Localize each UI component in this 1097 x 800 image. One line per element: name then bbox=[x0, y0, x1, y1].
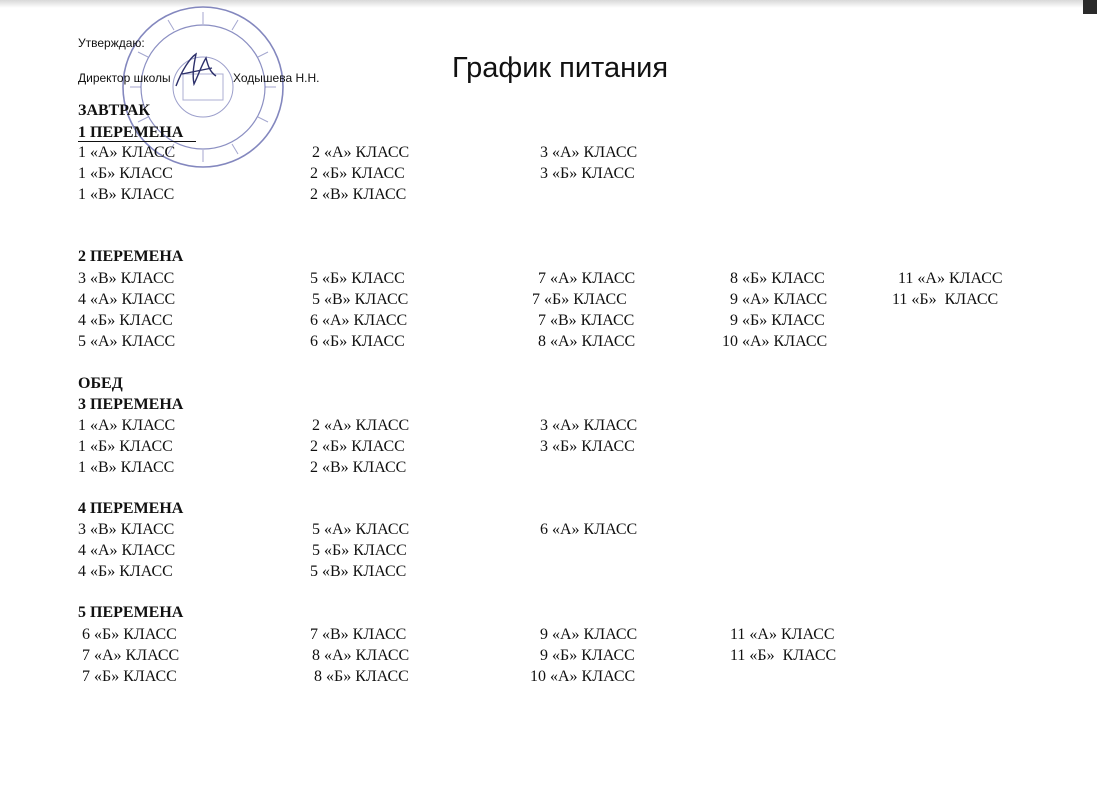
list-item: 1 «В» КЛАСС bbox=[78, 186, 175, 203]
list-item: 5 «А» КЛАСС bbox=[78, 333, 176, 350]
list-item: 7 «А» КЛАСС bbox=[82, 647, 180, 664]
list-item: 2 «В» КЛАСС bbox=[310, 186, 407, 203]
list-item: 6 «Б» КЛАСС bbox=[82, 626, 177, 643]
list-item: 4 «А» КЛАСС bbox=[78, 542, 176, 559]
list-item: 8 «Б» КЛАСС bbox=[314, 668, 409, 685]
director-label: Директор школы bbox=[78, 71, 171, 85]
break-4-title: 4 ПЕРЕМЕНА bbox=[78, 500, 184, 517]
list-item: 2 «Б» КЛАСС bbox=[310, 438, 405, 455]
break-1-title: 1 ПЕРЕМЕНА bbox=[78, 124, 184, 141]
list-item: 5 «Б» КЛАСС bbox=[310, 270, 405, 287]
list-item: 8 «А» КЛАСС bbox=[538, 333, 636, 350]
scan-corner bbox=[1083, 0, 1097, 14]
list-item: 6 «А» КЛАСС bbox=[540, 521, 638, 538]
approval-label: Утверждаю: bbox=[78, 36, 145, 50]
list-item: 2 «А» КЛАСС bbox=[312, 417, 410, 434]
list-item: 3 «Б» КЛАСС bbox=[540, 165, 635, 182]
list-item: 1 «А» КЛАСС bbox=[78, 417, 176, 434]
list-item: 5 «В» КЛАСС bbox=[312, 291, 409, 308]
list-item: 8 «Б» КЛАСС bbox=[730, 270, 825, 287]
list-item: 1 «В» КЛАСС bbox=[78, 459, 175, 476]
list-item: 7 «В» КЛАСС bbox=[538, 312, 635, 329]
list-item: 11 «Б» КЛАСС bbox=[892, 291, 999, 308]
list-item: 1 «Б» КЛАСС bbox=[78, 438, 173, 455]
break-3-title: 3 ПЕРЕМЕНА bbox=[78, 396, 184, 413]
list-item: 7 «Б» КЛАСС bbox=[82, 668, 177, 685]
break-2-title: 2 ПЕРЕМЕНА bbox=[78, 248, 184, 265]
list-item: 7 «Б» КЛАСС bbox=[532, 291, 627, 308]
page-title: График питания bbox=[452, 52, 669, 84]
list-item: 2 «Б» КЛАСС bbox=[310, 165, 405, 182]
list-item: 11 «А» КЛАСС bbox=[898, 270, 1003, 287]
list-item: 11 «Б» КЛАСС bbox=[730, 647, 837, 664]
section-lunch: ОБЕД bbox=[78, 375, 123, 392]
list-item: 8 «А» КЛАСС bbox=[312, 647, 410, 664]
list-item: 3 «В» КЛАСС bbox=[78, 521, 175, 538]
list-item: 4 «Б» КЛАСС bbox=[78, 312, 173, 329]
list-item: 10 «А» КЛАСС bbox=[530, 668, 636, 685]
list-item: 3 «Б» КЛАСС bbox=[540, 438, 635, 455]
list-item: 7 «В» КЛАСС bbox=[310, 626, 407, 643]
list-item: 6 «Б» КЛАСС bbox=[310, 333, 405, 350]
list-item: 3 «А» КЛАСС bbox=[540, 144, 638, 161]
list-item: 9 «А» КЛАСС bbox=[540, 626, 638, 643]
list-item: 9 «Б» КЛАСС bbox=[730, 312, 825, 329]
break-1-underline bbox=[78, 141, 196, 142]
list-item: 9 «А» КЛАСС bbox=[730, 291, 828, 308]
list-item: 3 «А» КЛАСС bbox=[540, 417, 638, 434]
list-item: 4 «А» КЛАСС bbox=[78, 291, 176, 308]
list-item: 5 «А» КЛАСС bbox=[312, 521, 410, 538]
signature-icon bbox=[172, 50, 222, 92]
list-item: 5 «В» КЛАСС bbox=[310, 563, 407, 580]
list-item: 4 «Б» КЛАСС bbox=[78, 563, 173, 580]
list-item: 11 «А» КЛАСС bbox=[730, 626, 835, 643]
list-item: 2 «А» КЛАСС bbox=[312, 144, 410, 161]
director-name: Ходышева Н.Н. bbox=[233, 71, 320, 85]
list-item: 10 «А» КЛАСС bbox=[722, 333, 828, 350]
list-item: 3 «В» КЛАСС bbox=[78, 270, 175, 287]
list-item: 6 «А» КЛАСС bbox=[310, 312, 408, 329]
list-item: 5 «Б» КЛАСС bbox=[312, 542, 407, 559]
list-item: 1 «А» КЛАСС bbox=[78, 144, 176, 161]
list-item: 9 «Б» КЛАСС bbox=[540, 647, 635, 664]
list-item: 1 «Б» КЛАСС bbox=[78, 165, 173, 182]
list-item: 7 «А» КЛАСС bbox=[538, 270, 636, 287]
section-breakfast: ЗАВТРАК bbox=[78, 102, 151, 119]
break-5-title: 5 ПЕРЕМЕНА bbox=[78, 604, 184, 621]
list-item: 2 «В» КЛАСС bbox=[310, 459, 407, 476]
